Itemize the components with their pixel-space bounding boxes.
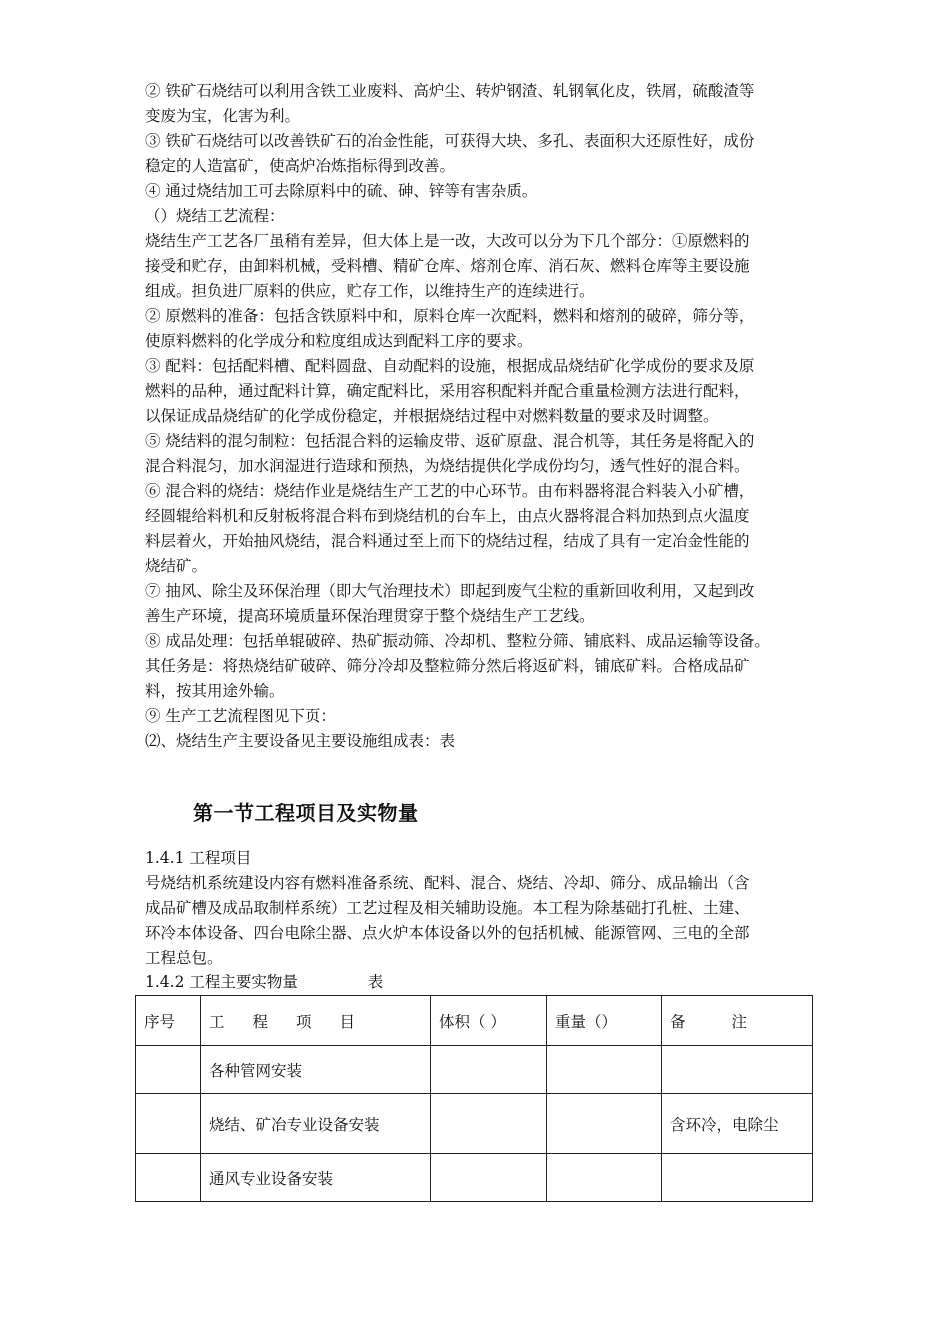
body-line: 以保证成品烧结矿的化学成份稳定，并根据烧结过程中对燃料数量的要求及时调整。 xyxy=(145,407,719,425)
project-line: 成品矿槽及成品取制样系统）工艺过程及相关辅助设施。本工程为除基础打孔桩、土建、 xyxy=(145,899,750,917)
cell-volume xyxy=(431,1154,547,1202)
body-line: ③ 铁矿石烧结可以改善铁矿石的冶金性能，可获得大块、多孔、表面积大还原性好，成份 xyxy=(145,132,755,150)
body-line: ② 原燃料的准备：包括含铁原料中和，原料仓库一次配料，燃料和熔剂的破碎，筛分等， xyxy=(145,307,755,325)
table-row xyxy=(136,1094,813,1154)
body-line: ② 铁矿石烧结可以利用含铁工业废料、高炉尘、转炉钢渣、轧钢氧化皮，铁屑，硫酸渣等 xyxy=(145,82,755,100)
header-volume: 体积（ ） xyxy=(431,996,547,1046)
project-line: 工程总包。 xyxy=(145,949,223,967)
cell-project: 通风专业设备安装 xyxy=(201,1154,431,1202)
body-line: 变废为宝，化害为利。 xyxy=(145,107,301,125)
project-title: 1.4.1 工程项目 xyxy=(145,849,252,867)
header-weight: 重量（） xyxy=(547,996,662,1046)
cell-volume xyxy=(431,1094,547,1154)
body-line: 烧结矿。 xyxy=(145,557,208,575)
body-line: ⑵、烧结生产主要设备见主要设施组成表：表 xyxy=(145,732,456,750)
cell-note xyxy=(662,1046,813,1094)
body-line: ③ 配料：包括配料槽、配料圆盘、自动配料的设施，根据成品烧结矿化学成份的要求及原 xyxy=(145,357,755,375)
body-text xyxy=(145,79,825,754)
body-line: 善生产环境，提高环境质量环保治理贯穿于整个烧结生产工艺线。 xyxy=(145,607,595,625)
body-line: ⑨ 生产工艺流程图见下页： xyxy=(145,707,336,725)
table-row xyxy=(136,1154,813,1202)
body-line: 混合料混匀，加水润湿进行造球和预热，为烧结提供化学成份均匀，透气性好的混合料。 xyxy=(145,457,750,475)
table-header-row xyxy=(136,996,813,1046)
table-caption-suffix: 表 xyxy=(367,973,384,991)
body-line: （）烧结工艺流程： xyxy=(145,207,285,225)
cell-weight xyxy=(547,1094,662,1154)
body-line: 其任务是：将热烧结矿破碎、筛分冷却及整粒筛分然后将返矿料，铺底矿料。合格成品矿 xyxy=(145,657,750,675)
body-line: ④ 通过烧结加工可去除原料中的硫、砷、锌等有害杂质。 xyxy=(145,182,538,200)
body-line: 经圆辊给料机和反射板将混合料布到烧结机的台车上，由点火器将混合料加热到点火温度 xyxy=(145,507,750,525)
table-caption-row xyxy=(145,970,383,995)
body-line: ⑤ 烧结料的混匀制粒：包括混合料的运输皮带、返矿原盘、混合机等，其任务是将配入的 xyxy=(145,432,755,450)
body-line: ⑥ 混合料的烧结：烧结作业是烧结生产工艺的中心环节。由布料器将混合料装入小矿槽， xyxy=(145,482,755,500)
body-line: 燃料的品种，通过配料计算，确定配料比，采用容积配料并配合重量检测方法进行配料， xyxy=(145,382,750,400)
cell-note: 含环冷，电除尘 xyxy=(662,1094,813,1154)
cell-weight xyxy=(547,1046,662,1094)
project-description xyxy=(145,871,825,971)
table-row xyxy=(136,1046,813,1094)
body-line: 使原料燃料的化学成分和粒度组成达到配料工序的要求。 xyxy=(145,332,533,350)
body-line: ⑦ 抽风、除尘及环保治理（即大气治理技术）即起到废气尘粒的重新回收利用，又起到改 xyxy=(145,582,755,600)
body-line: ⑧ 成品处理：包括单辊破碎、热矿振动筛、冷却机、整粒分筛、铺底料、成品运输等设备。 xyxy=(145,632,770,650)
body-line: 稳定的人造富矿，使高炉冶炼指标得到改善。 xyxy=(145,157,456,175)
cell-seq xyxy=(136,1154,201,1202)
body-line: 烧结生产工艺各厂虽稍有差异，但大体上是一改，大改可以分为下几个部分：①原燃料的 xyxy=(145,232,750,250)
cell-seq xyxy=(136,1094,201,1154)
project-line: 号烧结机系统建设内容有燃料准备系统、配料、混合、烧结、冷却、筛分、成品输出（含 xyxy=(145,874,750,892)
cell-volume xyxy=(431,1046,547,1094)
body-line: 组成。担负进厂原料的供应，贮存工作，以维持生产的连续进行。 xyxy=(145,282,595,300)
header-seq: 序号 xyxy=(136,996,201,1046)
section-heading: 第一节工程项目及实物量 xyxy=(193,801,419,825)
cell-project: 各种管网安装 xyxy=(201,1046,431,1094)
table-caption: 1.4.2 工程主要实物量 xyxy=(145,973,298,991)
header-project: 工程项目 xyxy=(201,996,431,1046)
cell-seq xyxy=(136,1046,201,1094)
cell-weight xyxy=(547,1154,662,1202)
cell-note xyxy=(662,1154,813,1202)
body-line: 接受和贮存，由卸料机械，受料槽、精矿仓库、熔剂仓库、消石灰、燃料仓库等主要设施 xyxy=(145,257,750,275)
cell-project: 烧结、矿冶专业设备安装 xyxy=(201,1094,431,1154)
body-line: 料层着火，开始抽风烧结，混合料通过至上而下的烧结过程，结成了具有一定冶金性能的 xyxy=(145,532,750,550)
quantities-table xyxy=(135,995,813,1202)
project-line: 环冷本体设备、四台电除尘器、点火炉本体设备以外的包括机械、能源管网、三电的全部 xyxy=(145,924,750,942)
header-note: 备注 xyxy=(662,996,813,1046)
body-line: 料，按其用途外输。 xyxy=(145,682,285,700)
